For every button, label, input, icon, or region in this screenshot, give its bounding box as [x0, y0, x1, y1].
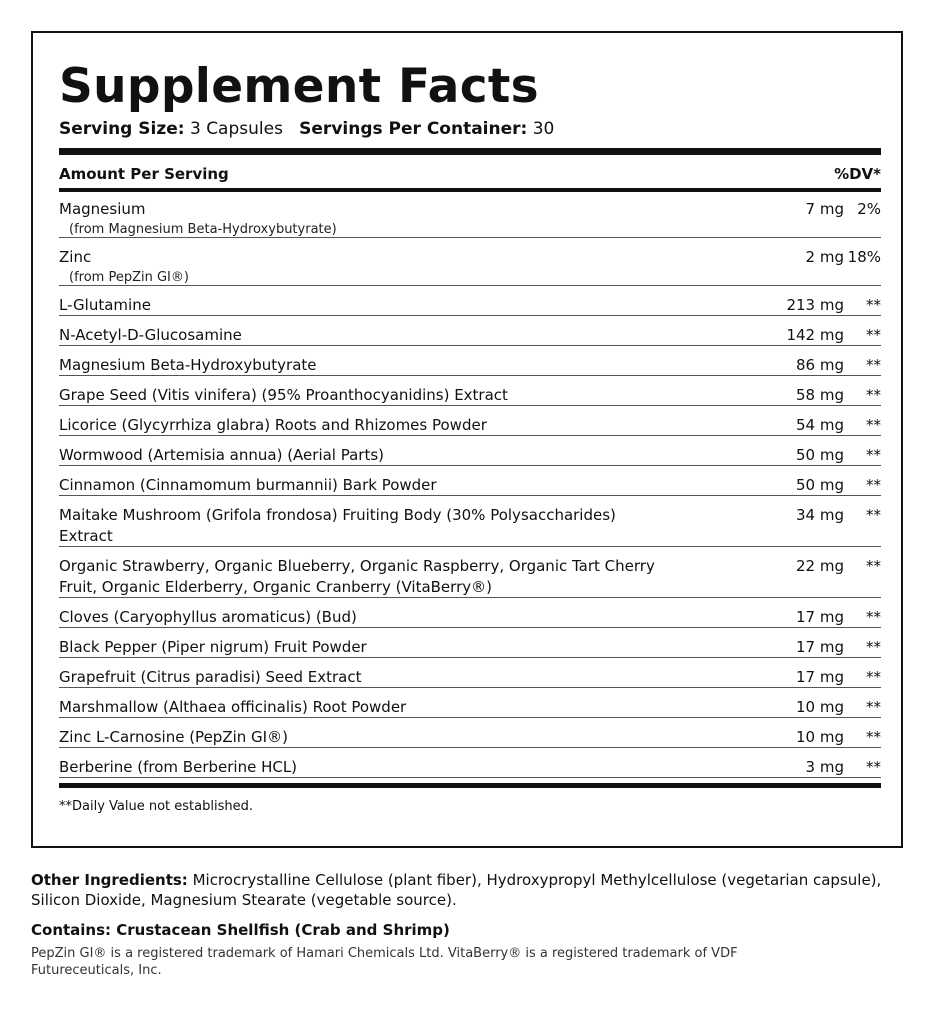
ingredient-amount: 10 mg [796, 728, 844, 746]
ingredient-dv: ** [866, 326, 881, 344]
ingredient-name: Berberine (from Berberine HCL) [59, 758, 298, 776]
thick-divider-bottom [59, 783, 881, 788]
ingredient-amount: 58 mg [796, 386, 844, 404]
ingredient-source: (from Magnesium Beta-Hydroxybutyrate) [69, 222, 337, 237]
ingredient-amount: 50 mg [796, 446, 844, 464]
ingredient-dv: ** [866, 668, 881, 686]
ingredient-name: L-Glutamine [59, 296, 151, 314]
panel-title: Supplement Facts [59, 59, 539, 114]
allergen-statement: Contains: Crustacean Shellfish (Crab and Shrimp) [31, 921, 450, 939]
other-ingredients-text: Microcrystalline Cellulose (plant fiber), Hydroxypropyl Methylcellulose (vegetarian capsule), Silicon Dioxide, Magnesium Stearate (vegetable source). [31, 871, 882, 909]
ingredient-dv: ** [866, 446, 881, 464]
ingredient-name: Magnesium [59, 200, 146, 218]
ingredient-amount: 34 mg [796, 506, 844, 524]
ingredient-row [59, 316, 881, 346]
ingredient-row [59, 628, 881, 658]
ingredient-name: N-Acetyl-D-Glucosamine [59, 326, 242, 344]
ingredient-source: (from PepZin GI®) [69, 270, 189, 285]
ingredient-amount: 10 mg [796, 698, 844, 716]
ingredient-name: Cloves (Caryophyllus aromaticus) (Bud) [59, 608, 357, 626]
thick-divider-top [59, 148, 881, 155]
ingredient-row [59, 466, 881, 496]
ingredient-row [59, 238, 881, 286]
ingredient-row [59, 190, 881, 238]
ingredient-dv: ** [866, 386, 881, 404]
serving-size-value: 3 Capsules [189, 119, 283, 139]
ingredient-amount: 54 mg [796, 416, 844, 434]
ingredient-name: Cinnamon (Cinnamomum burmannii) Bark Powder [59, 476, 437, 494]
ingredient-amount: 86 mg [796, 356, 844, 374]
ingredient-row [59, 286, 881, 316]
ingredient-amount: 22 mg [796, 557, 844, 575]
ingredient-row [59, 598, 881, 628]
ingredient-name: Licorice (Glycyrrhiza glabra) Roots and Rhizomes Powder [59, 416, 487, 434]
ingredient-amount: 142 mg [786, 326, 844, 344]
ingredient-dv: ** [866, 758, 881, 776]
ingredient-name: Marshmallow (Althaea officinalis) Root Powder [59, 698, 407, 716]
ingredient-dv: ** [866, 698, 881, 716]
servings-per-container-label: Servings Per Container: [299, 119, 528, 139]
ingredient-row [59, 658, 881, 688]
other-ingredients [31, 870, 926, 910]
ingredient-name: Zinc [59, 248, 92, 266]
ingredient-amount: 50 mg [796, 476, 844, 494]
ingredient-row [59, 718, 881, 748]
serving-info [59, 118, 554, 140]
footnote: **Daily Value not established. [59, 799, 253, 814]
ingredient-name: Grape Seed (Vitis vinifera) (95% Proanthocyanidins) Extract [59, 386, 508, 404]
servings-per-container-value: 30 [532, 119, 555, 139]
ingredient-row [59, 346, 881, 376]
trademark-notice: PepZin GI® is a registered trademark of Hamari Chemicals Ltd. VitaBerry® is a registered trademark of VDF Futureceuticals, Inc. [31, 946, 738, 978]
dv-header-label: %DV* [834, 165, 881, 183]
ingredient-dv: ** [866, 557, 881, 575]
ingredient-dv: 18% [847, 248, 881, 266]
ingredient-name: Magnesium Beta-Hydroxybutyrate [59, 356, 317, 374]
ingredient-dv: ** [866, 416, 881, 434]
table-header [59, 163, 881, 185]
ingredient-row [59, 376, 881, 406]
ingredient-row [59, 496, 881, 547]
ingredient-dv: ** [866, 608, 881, 626]
ingredient-dv: ** [866, 638, 881, 656]
ingredient-row [59, 748, 881, 778]
ingredient-dv: ** [866, 728, 881, 746]
ingredient-name: Zinc L-Carnosine (PepZin GI®) [59, 728, 288, 746]
ingredient-name: Wormwood (Artemisia annua) (Aerial Parts) [59, 446, 385, 464]
ingredient-row [59, 547, 881, 598]
ingredient-dv: ** [866, 356, 881, 374]
supplement-facts-panel [31, 31, 903, 848]
ingredient-rows [59, 190, 881, 778]
ingredient-dv: ** [866, 296, 881, 314]
ingredient-name: Black Pepper (Piper nigrum) Fruit Powder [59, 638, 367, 656]
ingredient-name: Maitake Mushroom (Grifola frondosa) Fruiting Body (30% Polysaccharides) Extract [59, 506, 616, 545]
ingredient-amount: 17 mg [796, 638, 844, 656]
ingredient-dv: ** [866, 506, 881, 524]
other-ingredients-label: Other Ingredients: [31, 871, 188, 889]
ingredient-name: Grapefruit (Citrus paradisi) Seed Extract [59, 668, 362, 686]
ingredient-dv: ** [866, 476, 881, 494]
amount-per-serving-label: Amount Per Serving [59, 165, 229, 183]
ingredient-amount: 3 mg [805, 758, 844, 776]
serving-size-label: Serving Size: [59, 119, 185, 139]
ingredient-amount: 7 mg [805, 200, 844, 218]
ingredient-dv: 2% [857, 200, 881, 218]
ingredient-row [59, 688, 881, 718]
ingredient-amount: 2 mg [805, 248, 844, 266]
ingredient-name: Organic Strawberry, Organic Blueberry, Organic Raspberry, Organic Tart Cherry Fruit, Organic Elderberry, Organic Cranberry (VitaBerry®) [59, 557, 655, 596]
ingredient-amount: 17 mg [796, 668, 844, 686]
ingredient-row [59, 406, 881, 436]
ingredient-amount: 213 mg [786, 296, 844, 314]
ingredient-amount: 17 mg [796, 608, 844, 626]
ingredient-row [59, 436, 881, 466]
